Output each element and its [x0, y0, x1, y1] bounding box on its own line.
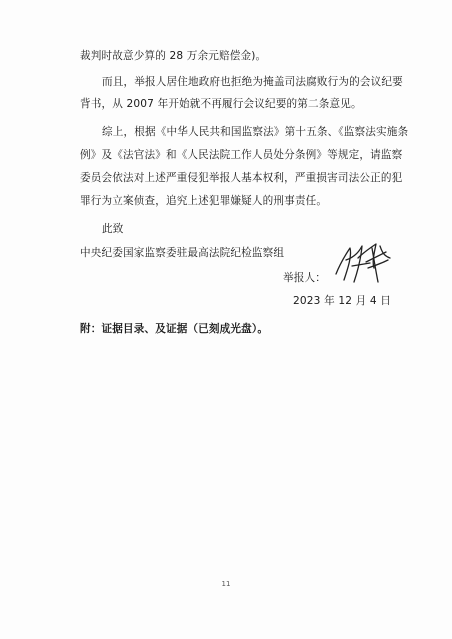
salutation: 此致 — [102, 223, 124, 235]
handwritten-signature — [328, 238, 398, 286]
date-line: 2023 年 12 月 4 日 — [293, 295, 392, 307]
paragraph-line-7: 罪行为立案侦查，追究上述犯罪嫌疑人的刑事责任。 — [80, 195, 328, 207]
paragraph-line-1: 裁判时故意少算的 28 万余元赔偿金)。 — [80, 50, 267, 62]
page-number: 11 — [221, 580, 231, 588]
paragraph-line-6: 委员会依法对上述严重侵犯举报人基本权利，严重损害司法公正的犯 — [80, 172, 403, 184]
paragraph-line-3: 背书，从 2007 年开始就不再履行会议纪要的第二条意见。 — [80, 98, 362, 110]
paragraph-line-5: 例》及《法官法》和《人民法院工作人员处分条例》等规定，请监察 — [80, 149, 403, 161]
signer-label: 举报人： — [283, 272, 326, 284]
paragraph-line-4: 综上，根据《中华人民共和国监察法》第十五条、《监察法实施条 — [102, 126, 409, 138]
paragraph-line-2: 而且，举报人居住地政府也拒绝为掩盖司法腐败行为的会议纪要 — [102, 76, 403, 88]
recipient: 中央纪委国家监察委驻最高法院纪检监察组 — [80, 247, 285, 259]
attachment-note: 附：证据目录、及证据（已刻成光盘）。 — [80, 323, 269, 335]
